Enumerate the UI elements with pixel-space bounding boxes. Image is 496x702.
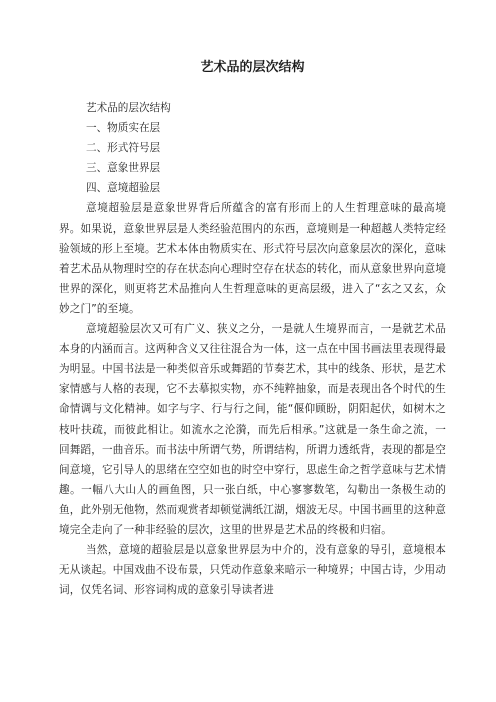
toc-item: 二、形式符号层 — [86, 142, 161, 155]
paragraph: 当然，意境的超验层是以意象世界层为中介的，没有意象的导引，意境根本无从谈起。中国戏曲不设布景，只凭动作意象来暗示一种境界；中国古诗，少用动词，仅凭名词、形容词构成的意象引导读者进 — [59, 544, 446, 597]
toc-item: 艺术品的层次结构 — [86, 102, 171, 114]
paragraph: 意境超验层是意象世界背后所蕴含的富有形而上的人生哲理意味的最高境界。如果说，意象世界层是人类经验范围内的东西，意境则是一种超越人类特定经验领域的形上至境。艺术本体由物质实在、形式符号层次向意象层次的深化，意味着艺术品从物理时空的存在状态向心理时空存在状态的转化，而从意象世界向意境世界的深化，则更将艺术品推向人生哲理意味的更高层级，进入了“玄之又玄，众妙之门”的至境。 — [59, 202, 446, 315]
document-title: 艺术品的层次结构 — [200, 60, 305, 75]
toc-item: 四、意境超验层 — [86, 182, 161, 195]
body-text — [59, 198, 446, 600]
toc-item: 三、意象世界层 — [86, 162, 161, 175]
toc-item: 一、物质实在层 — [86, 122, 161, 135]
paragraph: 意境超验层次又可有广义、狭义之分，一是就人生境界而言，一是就艺术品本身的内涵而言。这两种含义又往往混合为一体，这一点在中国书画法里表现得最为明显。中国书法是一种类似音乐或舞蹈的节奏艺术，其中的线条、形状，是艺术家情感与人格的表现，它不去摹拟实物，亦不纯粹抽象，而是表现出各个时代的生命情调与文化精神。如字与字、行与行之间，能“偃仰顾盼，阴阳起伏，如树木之枝叶扶疏，而彼此相让。如流水之沦漪，而先后相承。”这就是一条生命之流，一回舞蹈，一曲音乐。而书法中所谓气势，所谓结构，所谓力透纸背，表现的都是空间意境，它引导人的思绪在空空如也的时空中穿行，思虑生命之哲学意味与艺术情趣。一幅八大山人的画鱼图，只一张白纸，中心寥寥数笔，勾勒出一条极生动的鱼，此外别无他物，然而观赏者却顿觉满纸江湖，烟波无尽。中国书画里的这种意境完全走向了一种非经验的层次，这里的世界是艺术品的终极和归宿。 — [59, 323, 446, 536]
table-of-contents — [59, 98, 446, 198]
